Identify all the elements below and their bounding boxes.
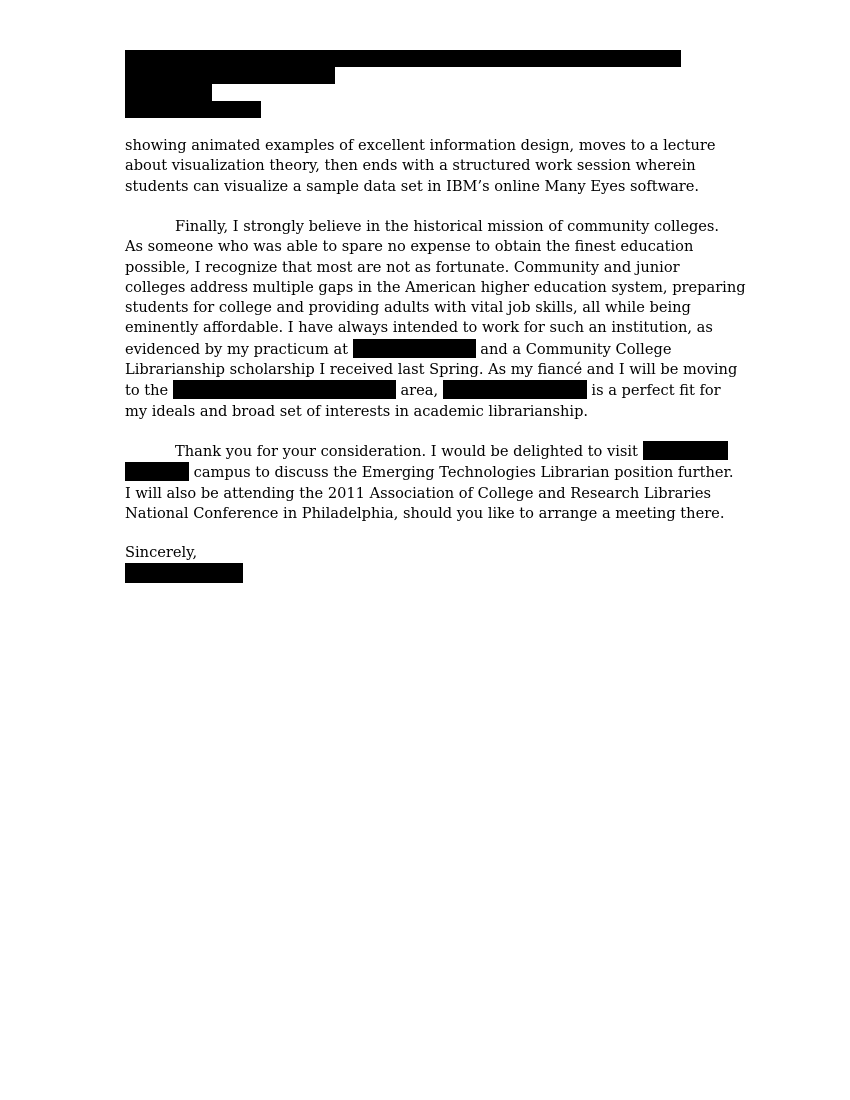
line-segment: to the <box>125 382 169 400</box>
paragraph-line: students can visualize a sample data set in IBM’s online Many Eyes software. <box>125 177 700 195</box>
paragraph-line: colleges address multiple gaps in the American higher education system, preparing <box>125 278 746 296</box>
paragraph-visualization-session <box>125 136 735 197</box>
paragraph-thank-you <box>125 441 735 524</box>
redacted-header-line-1 <box>125 50 681 67</box>
paragraph-community-colleges <box>125 217 746 422</box>
paragraph-line <box>125 380 735 401</box>
line-segment: is a perfect fit for <box>591 382 721 400</box>
paragraph-line: students for college and providing adults with vital job skills, all while being <box>125 299 691 317</box>
paragraph-line: Librarianship scholarship I received last Spring. As my fiancé and I will be moving <box>125 361 738 379</box>
line-segment: and a Community College <box>480 340 672 358</box>
paragraph-line <box>125 462 735 483</box>
paragraph-line: showing animated examples of excellent information design, moves to a lecture <box>125 137 716 154</box>
redacted-college-name-part-1 <box>643 441 728 460</box>
line-segment: Thank you for your consideration. I would be delighted to visit <box>175 443 638 460</box>
line-segment: campus to discuss the Emerging Technologies Librarian position further. <box>193 464 734 482</box>
redacted-college-name-part-2 <box>125 462 189 481</box>
paragraph-line: As someone who was able to spare no expense to obtain the finest education <box>125 238 694 256</box>
paragraph-line: eminently affordable. I have always intended to work for such an institution, as <box>125 319 713 337</box>
closing-block <box>125 543 735 563</box>
redacted-header-line-3 <box>125 84 212 101</box>
paragraph-line <box>125 339 735 360</box>
paragraph-line: about visualization theory, then ends with a structured work session wherein <box>125 157 696 175</box>
paragraph-line: possible, I recognize that most are not as fortunate. Community and junior <box>125 258 680 276</box>
redacted-header-line-4 <box>125 101 261 118</box>
closing-salutation: Sincerely, <box>125 544 198 561</box>
redacted-location <box>173 380 396 399</box>
paragraph-line <box>125 441 735 462</box>
line-segment: area, <box>400 382 439 400</box>
paragraph-line: my ideals and broad set of interests in academic librarianship. <box>125 402 589 420</box>
line-segment: evidenced by my practicum at <box>125 340 349 358</box>
paragraph-line: National Conference in Philadelphia, should you like to arrange a meeting there. <box>125 504 725 522</box>
redacted-signature-name <box>125 563 243 583</box>
paragraph-line: Finally, I strongly believe in the historical mission of community colleges. <box>175 218 720 235</box>
paragraph-line: I will also be attending the 2011 Association of College and Research Libraries <box>125 484 712 502</box>
redacted-college-name <box>443 380 587 399</box>
redacted-header-line-2 <box>125 67 335 84</box>
redacted-practicum-institution <box>353 339 476 358</box>
